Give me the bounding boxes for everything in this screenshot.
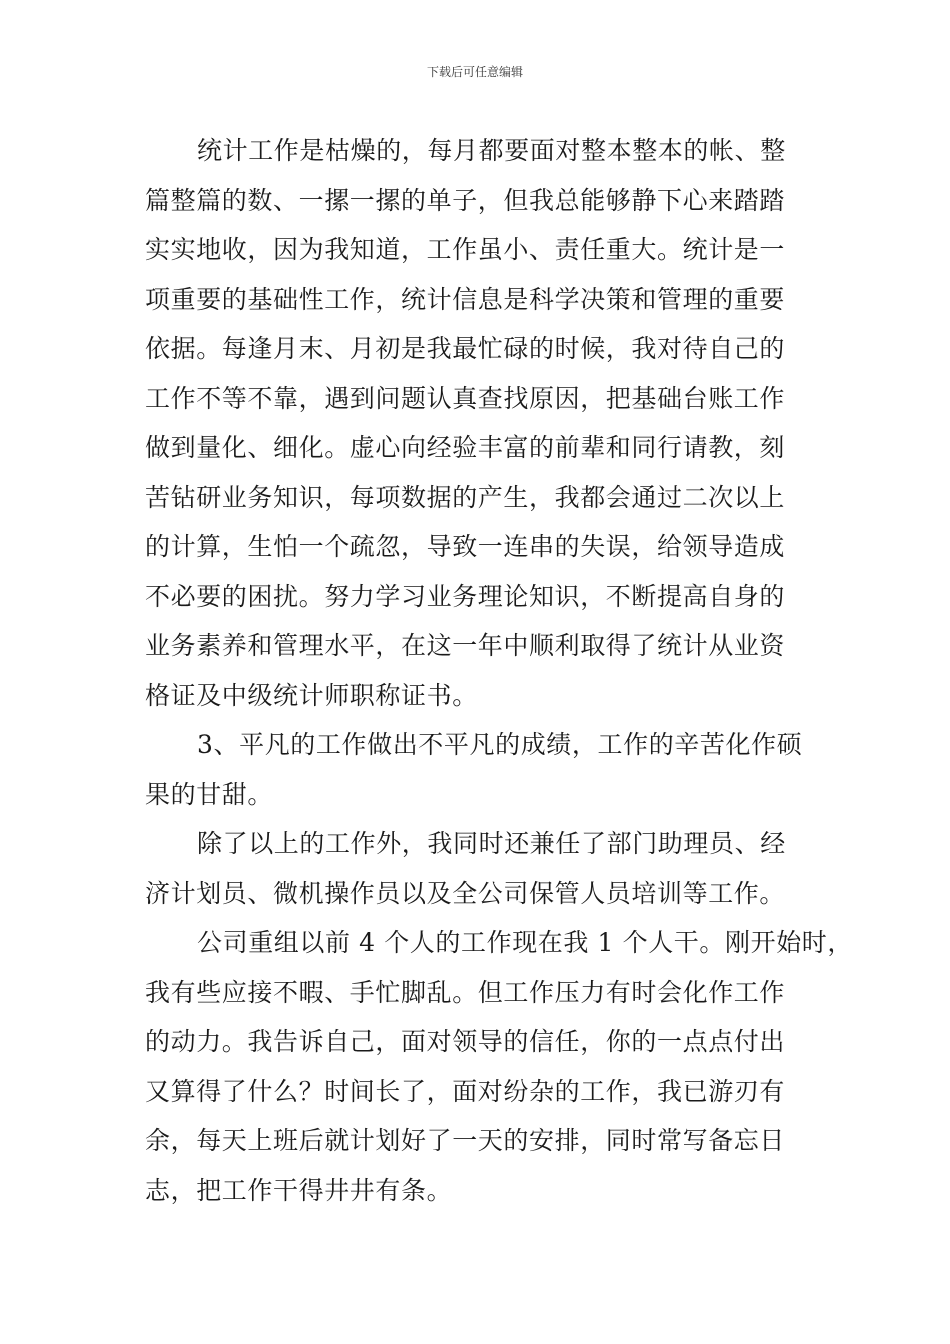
text-line: 项重要的基础性工作，统计信息是科学决策和管理的重要	[145, 284, 786, 314]
text-line: 除了以上的工作外，我同时还兼任了部门助理员、经	[197, 829, 786, 858]
text-line: 的动力。我告诉自己，面对领导的信任，你的一点点付出	[145, 1027, 786, 1056]
paragraph-2	[145, 720, 815, 819]
text-line: 公司重组以前 4 个人的工作现在我 1 个人干。刚开始时，	[197, 928, 854, 957]
text-line: 格证及中级统计师职称证书。	[145, 680, 478, 710]
text-line: 济计划员、微机操作员以及全公司保管人员培训等工作。	[145, 878, 786, 908]
text-line: 余，每天上班后就计划好了一天的安排，同时常写备忘日	[145, 1126, 786, 1155]
text-line: 工作不等不靠，遇到问题认真查找原因，把基础台账工作	[145, 383, 786, 413]
text-line: 不必要的困扰。努力学习业务理论知识，不断提高自身的	[145, 581, 786, 611]
paragraph-1	[145, 126, 815, 720]
text-line: 业务素养和管理水平，在这一年中顺利取得了统计从业资	[145, 631, 786, 660]
text-line: 实实地收，因为我知道，工作虽小、责任重大。统计是一	[145, 235, 786, 264]
text-line: 做到量化、细化。虚心向经验丰富的前辈和同行请教，刻	[145, 433, 786, 462]
text-line: 统计工作是枯燥的，每月都要面对整本整本的帐、整	[197, 136, 786, 165]
text-line: 的计算，生怕一个疏忽，导致一连串的失误，给领导造成	[145, 532, 786, 561]
text-line: 志，把工作干得井井有条。	[145, 1175, 453, 1205]
text-line: 又算得了什么？时间长了，面对纷杂的工作，我已游刃有	[145, 1076, 786, 1106]
text-line: 依据。每逢月末、月初是我最忙碌的时候，我对待自己的	[145, 334, 786, 363]
paragraph-3	[145, 819, 815, 918]
text-line: 3、平凡的工作做出不平凡的成绩，工作的辛苦化作硕	[197, 730, 803, 759]
document-body	[145, 126, 854, 1215]
page-header: 下载后可任意编辑	[426, 65, 523, 79]
text-line: 果的甘甜。	[145, 779, 274, 809]
paragraph-4	[145, 918, 854, 1215]
text-line: 篇整篇的数、一摞一摞的单子，但我总能够静下心来踏踏	[145, 185, 786, 215]
text-line: 苦钻研业务知识，每项数据的产生，我都会通过二次以上	[145, 482, 786, 512]
text-line: 我有些应接不暇、手忙脚乱。但工作压力有时会化作工作	[145, 977, 786, 1007]
